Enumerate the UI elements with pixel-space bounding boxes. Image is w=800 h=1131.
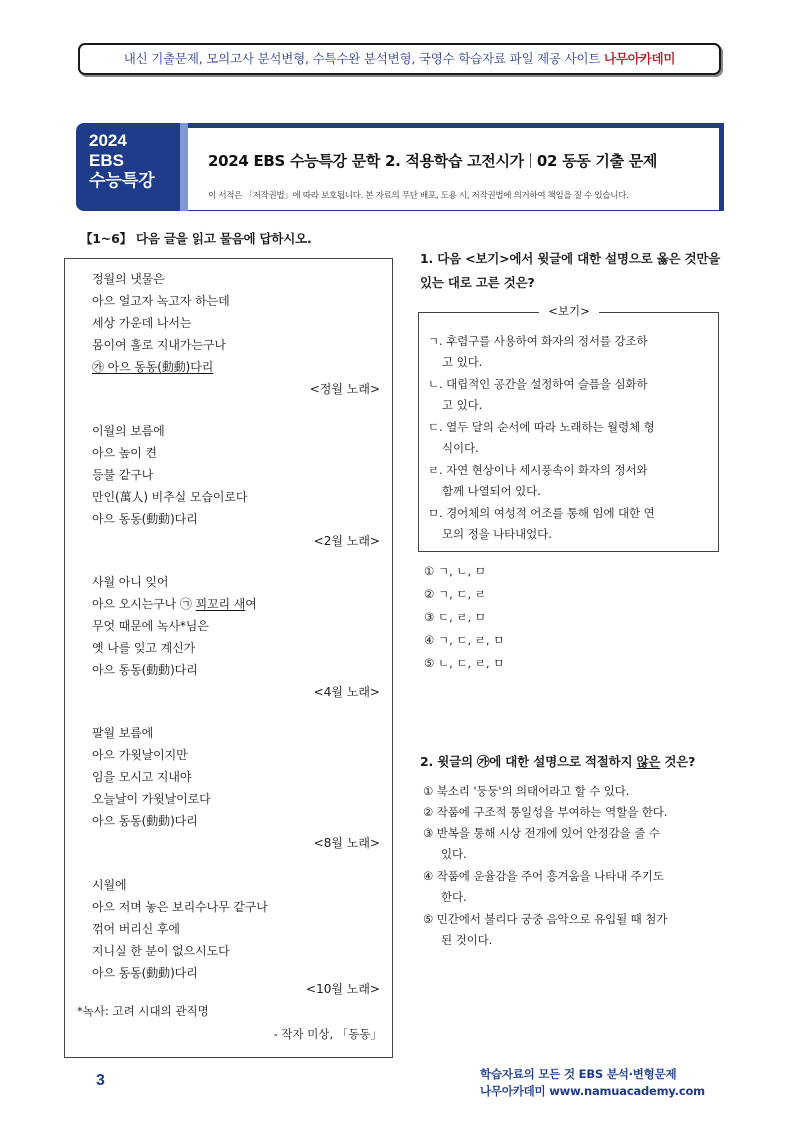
answer-choice[interactable]: ② ㄱ, ㄷ, ㄹ	[424, 587, 486, 601]
stanza-label: <4월 노래>	[313, 685, 380, 699]
bogi-item	[428, 460, 713, 502]
poem-line-marked-ga: ㉮ 아으 동동(動動)다리	[92, 360, 214, 374]
stanza-label: <10월 노래>	[306, 982, 380, 996]
footer-site-link[interactable]: 나무아카데미 www.namuacademy.com	[480, 1084, 705, 1098]
ebs-badge	[76, 123, 180, 211]
poem-line-marked-a: 꾀꼬리 새	[195, 597, 246, 611]
bogi-item-text: 식이다.	[442, 441, 479, 455]
poem-line: 오늘날이 가윗날이로다	[92, 792, 211, 806]
badge-title: 수능특강	[89, 171, 155, 190]
poem-line: 지니실 한 분이 없으시도다	[92, 944, 230, 958]
banner-text: 내신 기출문제, 모의고사 분석변형, 수특수완 분석변형, 국영수 학습자료 파일 제공 사이트	[123, 51, 601, 66]
poem-line: 아으 동동(動動)다리	[92, 814, 198, 828]
answer-choice[interactable]	[423, 802, 723, 823]
bogi-item-text: 모의 정을 나타내었다.	[442, 527, 552, 541]
bogi-item-text: ㄹ. 자연 현상이나 세시풍속이 화자의 정서와	[428, 463, 648, 477]
choice-text: ① 북소리 '둥둥'의 의태어라고 할 수 있다.	[423, 784, 630, 798]
page-title	[208, 150, 708, 171]
badge-stripe	[180, 123, 188, 211]
header-title-box	[188, 123, 724, 211]
choice-text: 된 것이다.	[441, 933, 493, 947]
bogi-item-text: ㄴ. 대립적인 공간을 설정하여 슬픔을 심화하	[428, 377, 648, 391]
choice-text: 있다.	[441, 847, 467, 861]
poem-line: 몸이여 홀로 지내가는구나	[92, 338, 226, 352]
poem-line	[92, 595, 257, 612]
bogi-item	[428, 331, 713, 373]
bogi-item-text: ㄱ. 후렴구를 사용하여 화자의 정서를 강조하	[428, 334, 648, 348]
poem-line: 아으 얼고자 녹고자 하는데	[92, 294, 230, 308]
poem-line: 만인(萬人) 비추실 모습이로다	[92, 490, 248, 504]
title-sub: 02 동동 기출 문제	[536, 152, 658, 170]
poem-line: 꺾어 버리신 후에	[92, 922, 180, 936]
question-2	[420, 752, 725, 770]
question-2-emphasis: 않은	[636, 754, 661, 769]
question-1: 1. 다음 <보기>에서 윗글에 대한 설명으로 옳은 것만을 있는 대로 고른 것은?	[420, 251, 721, 290]
choice-text: 한다.	[441, 890, 467, 904]
bogi-item-text: ㅁ. 경어체의 여성적 어조를 통해 임에 대한 연	[428, 506, 655, 520]
poem-line: 임을 모시고 지내야	[92, 770, 192, 784]
poem-line: 아으 동동(動動)다리	[92, 966, 198, 980]
poem-line: 아으 동동(動動)다리	[92, 663, 198, 677]
poem-line: 세상 가운데 나서는	[92, 316, 192, 330]
title-main: 2024 EBS 수능특강 문학 2. 적용학습 고전시가	[208, 152, 524, 170]
footer	[480, 1066, 720, 1100]
poem-line: 아으 저며 놓은 보리수나무 같구나	[92, 900, 268, 914]
bogi-item-text: 고 있다.	[442, 355, 483, 369]
question-2-text: 2. 윗글의 ㉮에 대한 설명으로 적절하지	[420, 754, 637, 769]
stanza-label: <2월 노래>	[313, 534, 380, 548]
poem-line: 사월 아니 잊어	[92, 575, 169, 589]
poem-line: 아으 동동(動動)다리	[92, 512, 198, 526]
poem-line: 무엇 때문에 녹사*님은	[92, 619, 209, 633]
poem-source: - 작자 미상, 「동동」	[273, 1027, 382, 1041]
bogi-item	[428, 374, 713, 416]
poem-line: 정월의 냇물은	[92, 272, 165, 286]
copyright-notice: 이 서적은 「저작권법」에 따라 보호됩니다. 본 자료의 무단 배포, 도용 시, 저작권법에 의거하여 책임을 질 수 있습니다.	[208, 191, 629, 201]
stanza-label: <8월 노래>	[313, 836, 380, 850]
poem-line: 등불 같구나	[92, 468, 154, 482]
document-header	[76, 123, 724, 211]
footer-tagline: 학습자료의 모든 것 EBS 분석·변형문제	[480, 1067, 677, 1081]
choice-text: ④ 작품에 운율감을 주어 흥겨움을 나타내 주기도	[423, 869, 664, 883]
answer-choice[interactable]	[423, 823, 723, 865]
stanza-label: <정월 노래>	[309, 382, 380, 396]
poem-line: 이월의 보름에	[92, 424, 165, 438]
answer-choice[interactable]	[423, 866, 723, 908]
answer-choice[interactable]	[423, 909, 723, 951]
question-instruction: 【1~6】 다음 글을 읽고 물음에 답하시오.	[80, 231, 312, 246]
choice-text: ③ 반복을 통해 시상 전개에 있어 안정감을 줄 수	[423, 826, 660, 840]
answer-choice[interactable]: ① ㄱ, ㄴ, ㅁ	[424, 564, 486, 578]
bogi-title: <보기>	[539, 303, 599, 319]
poem-passage-box	[64, 258, 393, 1058]
question-2-text: 것은?	[660, 754, 696, 769]
answer-choice[interactable]: ④ ㄱ, ㄷ, ㄹ, ㅁ	[424, 633, 505, 647]
banner-brand[interactable]: 나무아카데미	[604, 51, 676, 66]
poem-text: 여	[245, 597, 257, 611]
answer-choice[interactable]: ③ ㄷ, ㄹ, ㅁ	[424, 610, 486, 624]
badge-ebs: EBS	[89, 151, 124, 170]
page-number: 3	[96, 1072, 105, 1089]
site-banner	[78, 43, 721, 75]
bogi-item	[428, 503, 713, 545]
poem-line: 아으 가윗날이지만	[92, 748, 188, 762]
bogi-item	[428, 417, 713, 459]
poem-line: 옛 나를 잊고 계신가	[92, 641, 196, 655]
bogi-box	[418, 304, 719, 552]
poem-line: 아으 높이 켠	[92, 446, 157, 460]
bogi-item-text: 고 있다.	[442, 398, 483, 412]
poem-line: 팔월 보름에	[92, 726, 154, 740]
badge-year: 2024	[89, 131, 127, 150]
choice-text: ⑤ 민간에서 불리다 궁중 음악으로 유입될 때 첨가	[423, 912, 668, 926]
poem-text: 아으 오시는구나 ㉠	[92, 597, 196, 611]
answer-choice[interactable]: ⑤ ㄴ, ㄷ, ㄹ, ㅁ	[424, 656, 505, 670]
bogi-item-text: 함께 나열되어 있다.	[442, 484, 541, 498]
footnote: *녹사: 고려 시대의 관직명	[77, 1004, 209, 1018]
poem-line: 시월에	[92, 878, 127, 892]
bogi-item-text: ㄷ. 열두 달의 순서에 따라 노래하는 월령체 형	[428, 420, 655, 434]
answer-choice[interactable]	[423, 781, 723, 802]
title-divider	[530, 153, 531, 168]
choice-text: ② 작품에 구조적 통일성을 부여하는 역할을 한다.	[423, 805, 668, 819]
